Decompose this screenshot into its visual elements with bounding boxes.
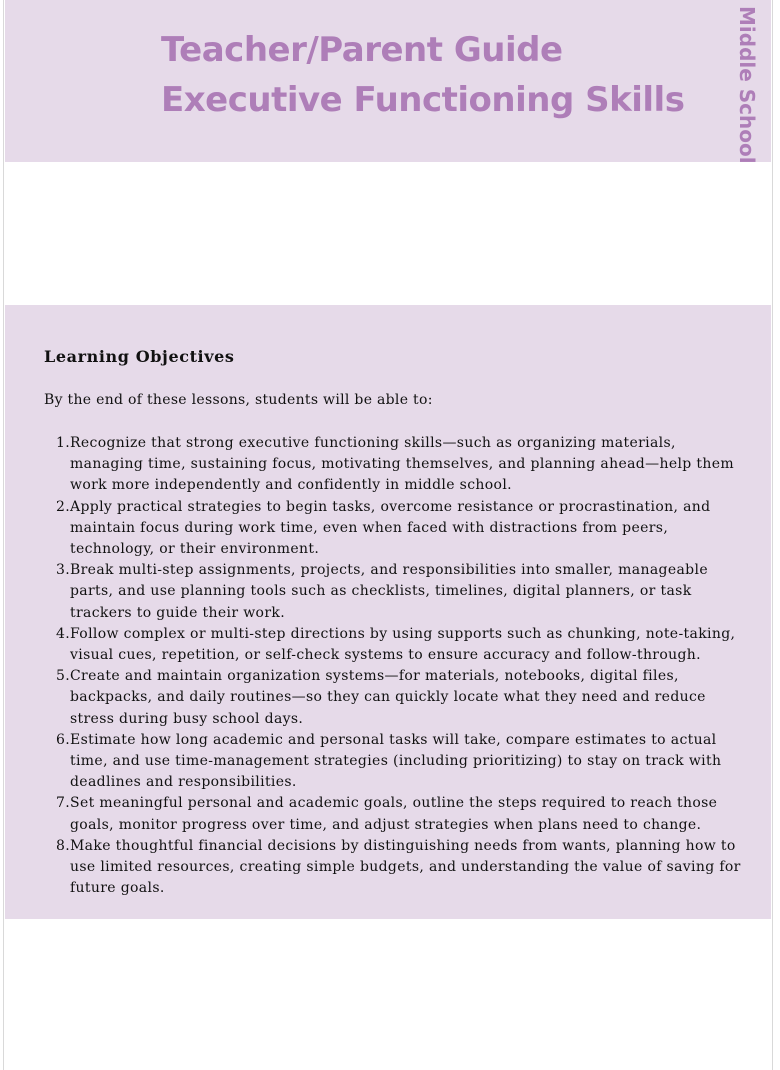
page-subtitle: Executive Functioning Skills xyxy=(161,80,685,120)
objective-text: Apply practical strategies to begin tasks, overcome resistance or procrastination, and maintain focus during work time, even when faced with distractions from peers, technology, or their environment. xyxy=(70,498,711,558)
objective-number: 8. xyxy=(56,837,71,854)
objective-number: 5. xyxy=(56,668,71,685)
objective-item xyxy=(44,666,744,730)
objective-item xyxy=(44,433,744,497)
objectives-list xyxy=(44,433,744,899)
document-page xyxy=(3,0,773,1070)
header-band xyxy=(5,0,771,162)
objective-text: Recognize that strong executive functioning skills—such as organizing materials, managing time, sustaining focus, motivating themselves, and planning ahead—help them work more independently and confidently in middle school. xyxy=(70,435,735,494)
objective-item xyxy=(44,560,744,624)
objective-item xyxy=(44,624,744,666)
section-heading: Learning Objectives xyxy=(44,347,235,366)
objective-text: Follow complex or multi-step directions by using supports such as chunking, note-taking, visual cues, repetition, or self-check systems to ensure accuracy and follow-through. xyxy=(70,625,736,664)
section-intro: By the end of these lessons, students will be able to: xyxy=(44,392,433,408)
objective-text: Estimate how long academic and personal tasks will take, compare estimates to actual time, and use time-management strategies (including prioritizing) to stay on track with deadlines and responsibilities. xyxy=(70,731,722,791)
objective-text: Make thoughtful financial decisions by distinguishing needs from wants, planning how to use limited resources, creating simple budgets, and understanding the value of saving for future goals. xyxy=(70,837,741,897)
objective-text: Set meaningful personal and academic goals, outline the steps required to reach those goals, monitor progress over time, and adjust strategies when plans need to change. xyxy=(70,795,718,833)
objective-item xyxy=(44,497,744,561)
page-title: Teacher/Parent Guide xyxy=(161,30,563,70)
objective-number: 2. xyxy=(56,498,71,515)
objective-item xyxy=(44,730,744,794)
learning-objectives-section xyxy=(5,305,771,919)
objective-number: 4. xyxy=(56,625,71,642)
objective-number: 1. xyxy=(56,435,71,451)
objective-number: 3. xyxy=(56,562,71,579)
objective-number: 6. xyxy=(56,731,71,748)
objective-item xyxy=(44,793,744,835)
objective-text: Break multi-step assignments, projects, and responsibilities into smaller, manageable parts, and use planning tools such as checklists, timelines, digital planners, or task trackers to guide their work. xyxy=(70,562,708,621)
objective-item xyxy=(44,836,744,900)
objective-number: 7. xyxy=(56,795,71,812)
grade-level-label: Middle School xyxy=(735,6,759,164)
objective-text: Create and maintain organization systems—for materials, notebooks, digital files, backpacks, and daily routines—so they can quickly locate what they need and reduce stress during busy school days. xyxy=(70,668,706,727)
